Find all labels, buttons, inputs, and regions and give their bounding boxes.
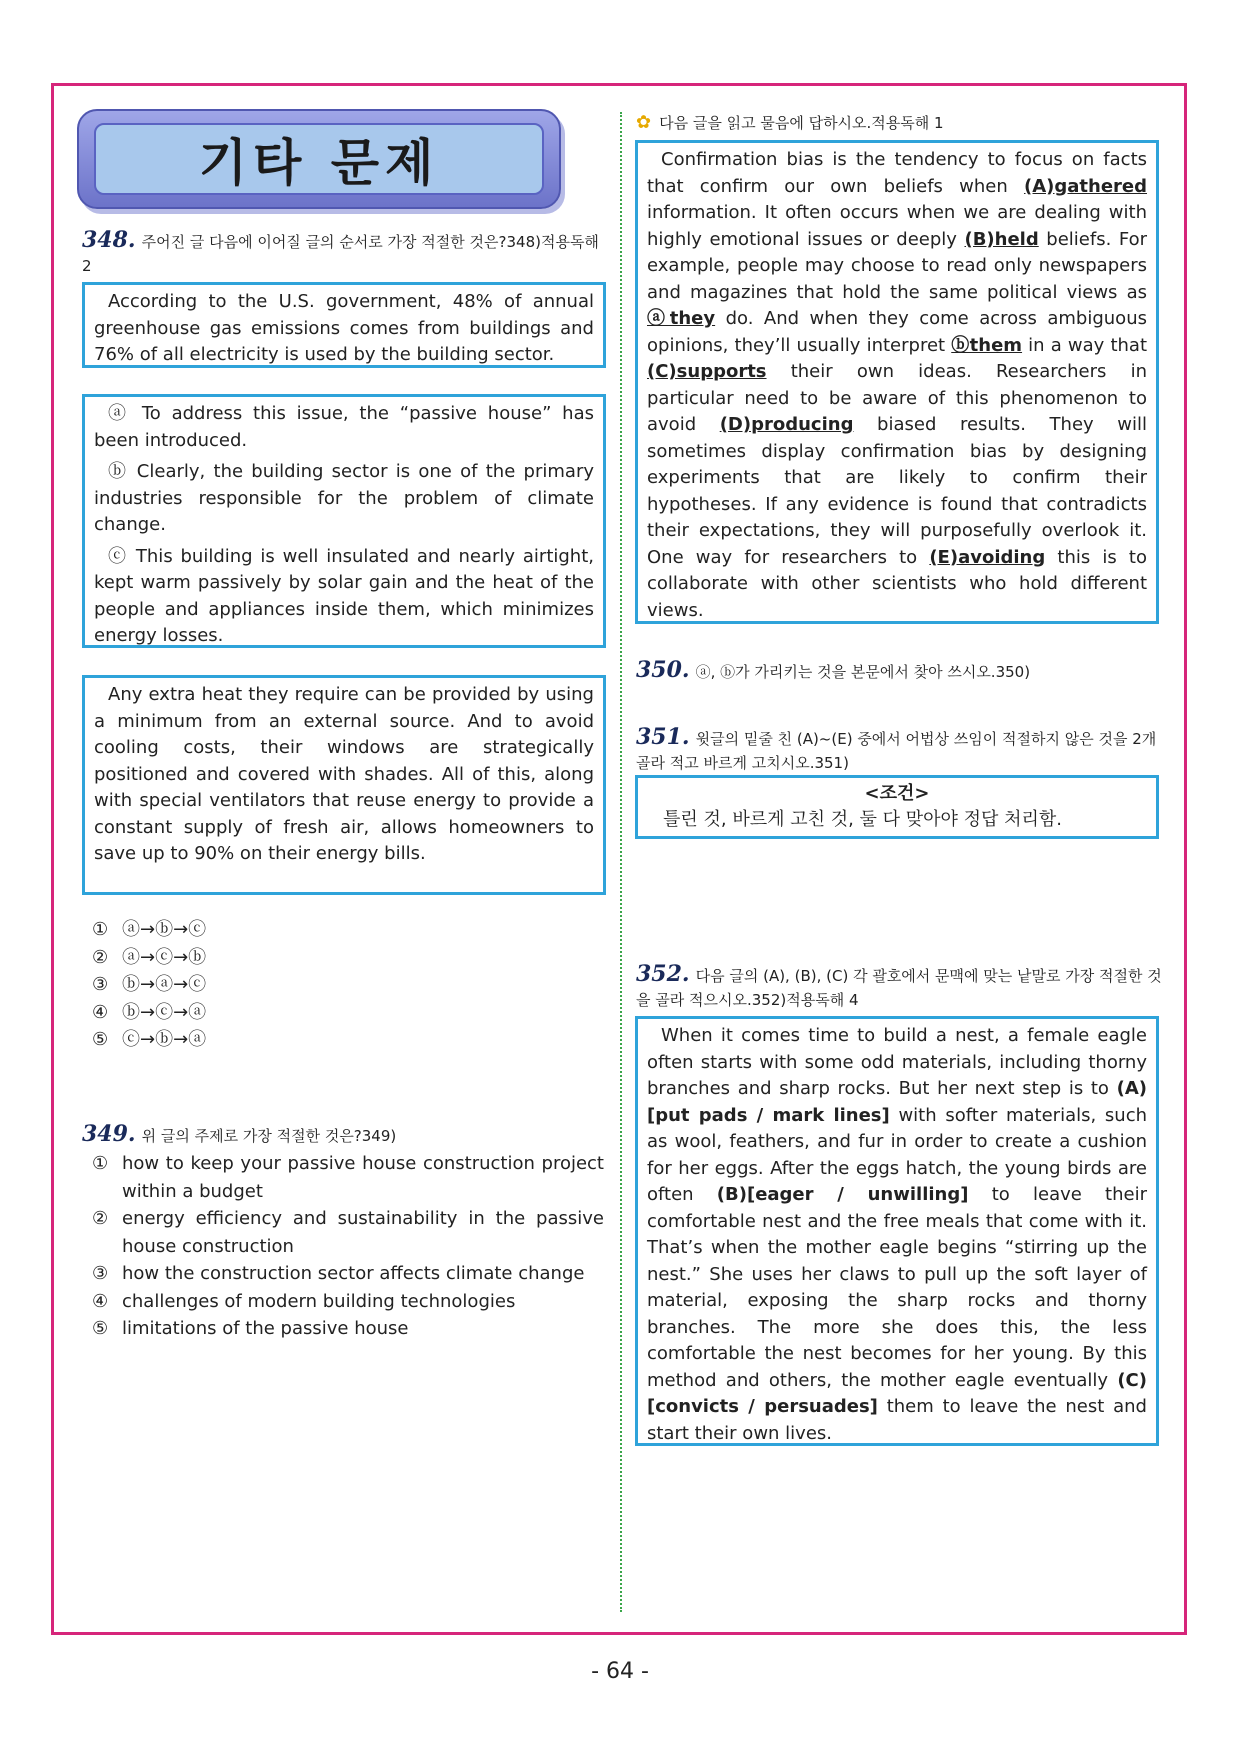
option-2[interactable]: ② energy efficiency and sustainability in the passive house construction [92,1208,604,1257]
bracket-b: (B)[eager / unwilling] [716,1184,969,1205]
option-1[interactable]: ① how to keep your passive house construction project within a budget [92,1153,604,1202]
passage-part-c: ⓒ This building is well insulated and nearly airtight, kept warm passively by solar gain and the heat of the people and appliances inside them, which minimizes energy losses. [94,545,594,646]
option-1[interactable]: ① ⓐ→ⓑ→ⓒ [92,919,207,940]
passage-continuation: Any extra heat they require can be provided by using a minimum from an external source. And to avoid cooling costs, their windows are strategically positioned and covered with shades. All of this, along with special ventilators that reuse energy to provide a constant supply of fresh air, allows homeowners to save up to 90% on their energy bills. [94,684,594,864]
condition-title: <조건> [864,783,930,804]
option-4[interactable]: ④ challenges of modern building technologies [92,1290,516,1312]
underline-b: (B)held [964,228,1039,250]
reading-passage: Confirmation bias is the tendency to focus on facts that confirm our own beliefs when (A)gathered information. It often occurs when we are dealing with highly emotional issues or deeply (B)held beliefs. For example, people may choose to read only newspapers and magazines that hold the same political views as ⓐthey do. And when they come across ambiguous opinions, they’ll usually interpret ⓑthem in a way that (C)supports their own ideas. Researchers in particular need to be aware of this phenomenon to avoid (D)producing biased results. They will sometimes display confirmation bias by designing experiments that are likely to confirm their hypotheses. If any evidence is found that contradicts their expectations, they will purposefully overlook it. One way for researchers to (E)avoiding this is to collaborate with other scientists who hold different views. [647,149,1147,621]
bracket-c: (C)[convicts / persuades] [647,1369,1147,1417]
passage-intro-box [82,282,606,368]
question-number: 351. [636,724,690,750]
option-3[interactable]: ③ ⓑ→ⓐ→ⓒ [92,974,207,995]
option-2[interactable]: ② ⓐ→ⓒ→ⓑ [92,946,207,968]
section-title: 기타 문제 [94,123,544,195]
question-348 [82,228,610,278]
flower-icon: ✿ [636,112,652,133]
underline-e: (E)avoiding [929,546,1046,568]
passage-part-a: ⓐ To address this issue, the “passive house” has been introduced. [94,403,594,451]
condition-box [635,775,1159,839]
reading-lead [636,112,944,133]
option-4[interactable]: ④ ⓑ→ⓒ→ⓐ [92,1001,207,1023]
question-number: 349. [82,1121,136,1147]
reading-lead-text: 다음 글을 읽고 물음에 답하시오.적용독해 1 [659,114,944,132]
question-prompt: 다음 글의 (A), (B), (C) 각 괄호에서 문맥에 맞는 낱말로 가장 적절한 것을 골라 적으시오.352)적용독해 4 [636,967,1162,1009]
section-title-banner [77,109,561,209]
question-number: 348. [82,227,136,253]
eagle-passage: When it comes time to build a nest, a female eagle often starts with some odd materials, including thorny branches and sharp rocks. But her next step is to (A)[put pads / mark lines] with softer materials, such as wool, feathers, and fur in order to create a cushion for her eggs. After the eggs hatch, the young birds are often (B)[eager / unwilling] to leave their comfortable nest and the free meals that come with it. That’s when the mother eagle begins “stirring up the nest.” She uses her claws to pull up the soft layer of material, exposing the sharp rocks and thorny branches. The more she does this, the less comfortable the nest becomes for her young. By this method and others, the mother eagle eventually (C)[convicts / persuades] them to leave the nest and start their own lives. [647,1025,1148,1444]
q349-options [92,1150,604,1343]
question-prompt: ⓐ, ⓑ가 가리키는 것을 본문에서 찾아 쓰시오.350) [695,663,1031,681]
underline-they: ⓐthey [647,308,716,329]
option-5[interactable]: ⑤ ⓒ→ⓑ→ⓐ [92,1029,207,1050]
question-352 [636,962,1164,1012]
reading-passage-box [635,140,1159,624]
condition-body: 틀린 것, 바르게 고친 것, 둘 다 맞아야 정답 처리함. [663,809,1063,830]
question-number: 352. [636,961,690,987]
option-3[interactable]: ③ how the construction sector affects climate change [92,1263,585,1284]
underline-a: (A)gathered [1023,175,1147,197]
question-number: 350. [636,657,690,683]
question-350 [636,658,1164,684]
passage-parts-box [82,394,606,648]
passage-part-b: ⓑ Clearly, the building sector is one of the primary industries responsible for the problem of climate change. [94,461,594,535]
underline-c: (C)supports [647,361,767,382]
question-351 [636,725,1164,775]
passage-intro: According to the U.S. government, 48% of annual greenhouse gas emissions comes from buildings and 76% of all electricity is used by the building sector. [94,291,594,365]
option-5[interactable]: ⑤ limitations of the passive house [92,1318,409,1339]
column-divider [620,112,622,1612]
question-prompt: 윗글의 밑줄 친 (A)~(E) 중에서 어법상 쓰임이 적절하지 않은 것을 2개 골라 적고 바르게 고치시오.351) [636,730,1157,772]
passage-continuation-box [82,675,606,895]
bracket-a: (A)[put pads / mark lines] [647,1078,1147,1126]
page-number: - 64 - [591,1659,649,1684]
eagle-passage-box [635,1016,1159,1446]
question-349 [82,1122,610,1148]
underline-d: (D)producing [719,414,854,435]
question-prompt: 위 글의 주제로 가장 적절한 것은?349) [141,1127,397,1145]
q348-options [92,916,392,1054]
question-prompt: 주어진 글 다음에 이어질 글의 순서로 가장 적절한 것은?348)적용독해 2 [82,233,599,275]
underline-them: ⓑthem [951,334,1023,356]
